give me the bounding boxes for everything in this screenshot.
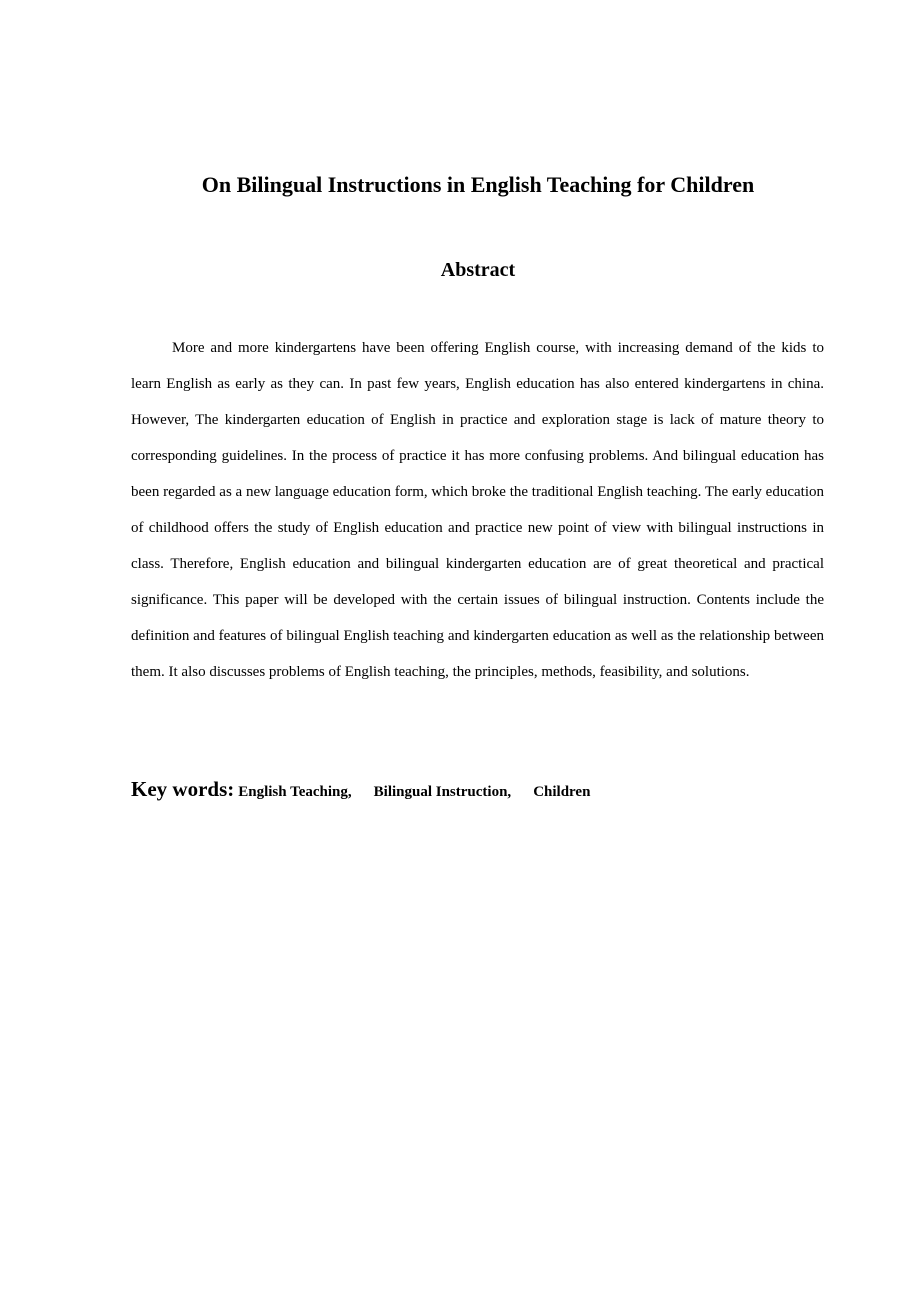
keyword-item: Children: [533, 784, 591, 800]
abstract-body: More and more kindergartens have been offering English course, with increasing demand of the kids to learn English as early as they can. In past few years, English education has also entered kindergartens in china. However, The kindergarten education of English in practice and exploration stage is lack of mature theory to corresponding guidelines. In the process of practice it has more confusing problems. And bilingual education has been regarded as a new language education form, which broke the traditional English teaching. The early education of childhood offers the study of English education and practice new point of view with bilingual instructions in class. Therefore, English education and bilingual kindergarten education are of great theoretical and practical significance. This paper will be developed with the certain issues of bilingual instruction. Contents include the definition and features of bilingual English teaching and kindergarten education as well as the relationship between them. It also discusses problems of English teaching, the principles, methods, feasibility, and solutions.: [131, 340, 824, 680]
keyword-item: Bilingual Instruction,: [373, 784, 512, 800]
keyword-item: English Teaching,: [238, 784, 352, 800]
document-title: On Bilingual Instructions in English Teaching for Children: [201, 172, 755, 197]
keywords-line: [131, 773, 824, 808]
abstract-heading: Abstract: [440, 259, 516, 281]
keywords-label: Key words:: [131, 777, 235, 801]
